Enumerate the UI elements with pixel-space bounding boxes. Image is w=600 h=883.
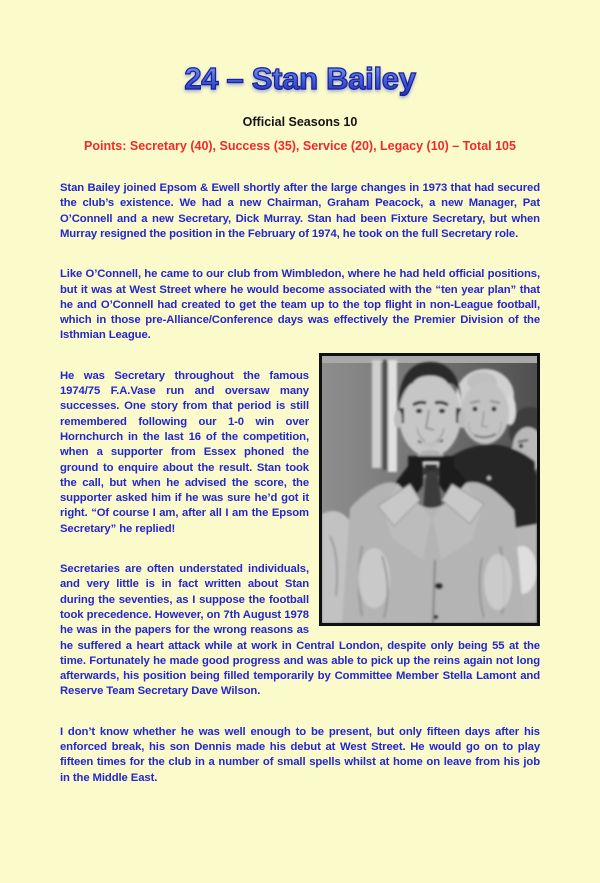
paragraph-heart-attack: Secretaries are often understated individuals, and very little is in fact written about Stan during the seventies, as I suppose the football took precedence. However, on 7th August 1978 he was in the papers for the wrong reasons as he suffered a heart attack while at work in Central London, despite only being 55 at the time. Fortunately he made good progress and was able to pick up the reins again not long afterwards, his position being filled temporarily by Committee Member Stella Lamont and Reserve Team Secretary Dave Wilson. [60,563,540,698]
wrap-zone [60,369,540,786]
paragraph-intro: Stan Bailey joined Epsom & Ewell shortly after the large changes in 1973 that had secured the club’s existence. We had a new Chairman, Graham Peacock, a new Manager, Pat O’Connell and a new Secretary, Dick Murray. Stan had been Fixture Secretary, but when Murray resigned the position in the February of 1974, he took on the full Secretary role. [60,182,540,240]
document-page [0,62,600,883]
paragraph-wimbledon: Like O’Connell, he came to our club from Wimbledon, where he had held official positions, but it was at West Street where he would become associated with the “ten year plan” that he and O’Connell had created to get the team up to the top flight in non-League football, which in those pre-Alliance/Conference days was effectively the Premier Division of the Isthmian League. [60,268,540,342]
paragraph-vase-run: He was Secretary throughout the famous 1974/75 F.A.Vase run and oversaw many successes. One story from that period is still remembered following our 1-0 win over Hornchurch in the last 16 of the competition, when a supporter from Essex phoned the ground to enquire about the result. Stan took the call, but when he advised the score, the supporter asked him if he was sure he’d got it right. “Of course I am, after all I am the Epsom Secretary” he replied! [60,369,309,535]
article-body [60,181,540,786]
points-line: Points: Secretary (40), Success (35), Service (20), Legacy (10) – Total 105 [84,139,516,154]
stan-bailey-photo [319,353,540,626]
page-title: 24 – Stan Bailey [60,62,540,96]
doorframe-stripes [372,360,397,472]
paragraph-dennis: I don’t know whether he was well enough to be present, but only fifteen days after his enforced break, his son Dennis made his debut at West Street. He would go on to play fifteen times for the club in a number of small spells whilst at home on leave from his job in the Middle East. [60,725,540,784]
official-seasons-line: Official Seasons 10 [242,115,358,130]
stan-bailey-photo-illustration [322,356,537,623]
